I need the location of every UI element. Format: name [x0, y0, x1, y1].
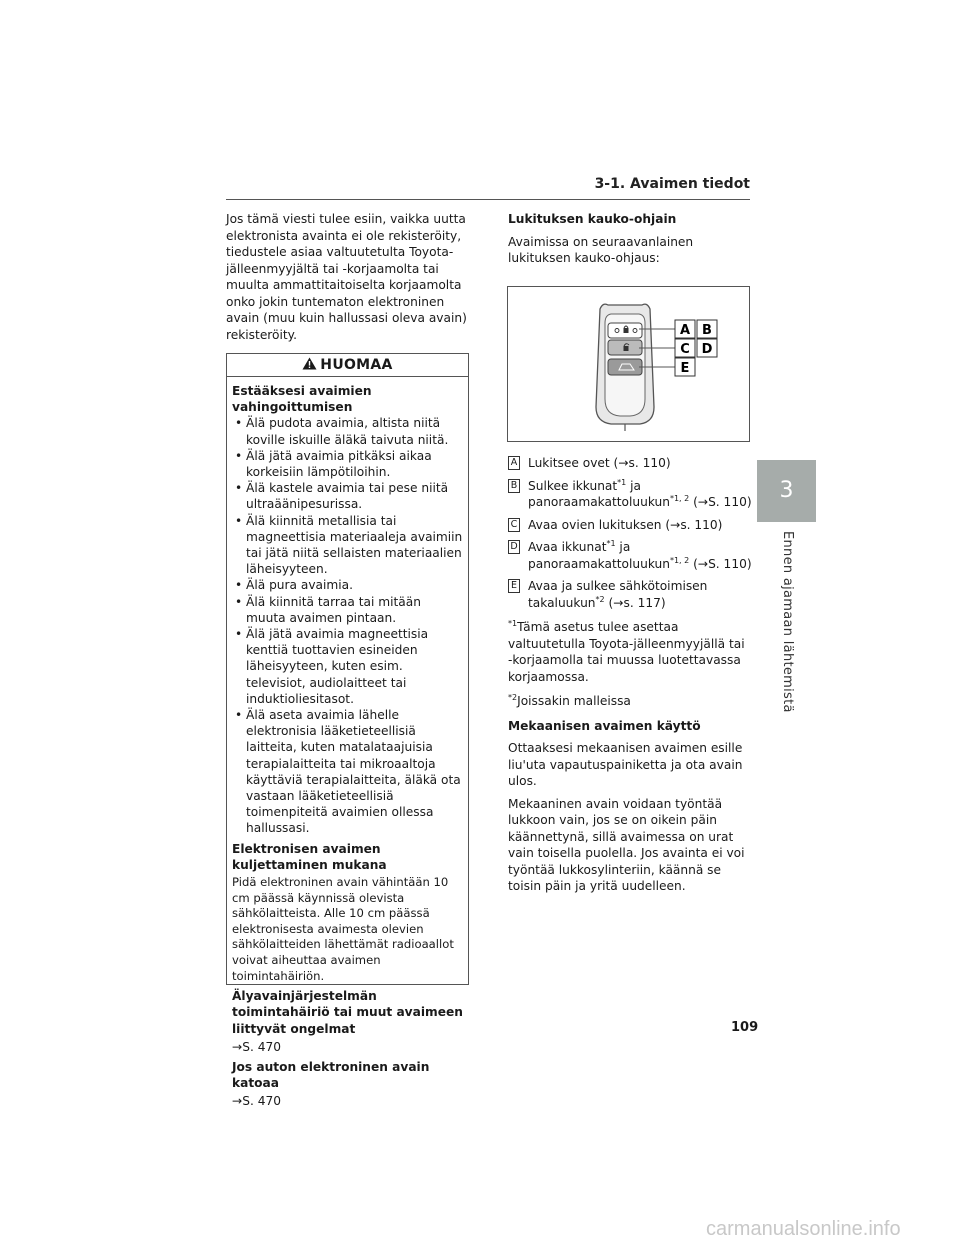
notice-bullet: • Älä kiinnitä metallisia tai magneettisia materiaaleja avaimiin tai jätä niitä sellaisten materiaalien läheisyyteen.	[232, 513, 464, 578]
figure-label-b-text: B	[702, 323, 712, 338]
legend-text-b-pre: Sulkee ikkunat	[528, 478, 618, 493]
figure-label-b	[697, 320, 717, 338]
right-column-lower	[508, 455, 752, 901]
legend-item-c	[508, 517, 752, 534]
footnote-ref: *1	[606, 538, 616, 548]
legend-text-d-mid: ja panoraamakattoluukun	[528, 540, 670, 571]
warning-icon	[302, 357, 317, 374]
legend-badge-b: B	[508, 479, 520, 493]
legend-item-d	[508, 539, 752, 572]
notice-body	[227, 377, 468, 1110]
notice-carrying-text: Pidä elektroninen avain vähintään 10 cm päässä käynnissä olevista sähkölaitteista. Alle 10 cm päässä elektronisesta avaimesta olevien sähkölaitteiden lähettämät radioaallot voivat aiheuttaa avaimen toimintahäiriön.	[232, 875, 454, 983]
notice-ref-lost[interactable]: →S. 470	[232, 1094, 281, 1109]
chapter-tab-label: Ennen ajamaan lähtemistä	[780, 531, 795, 713]
notice-bullet: • Älä kiinnitä tarraa tai mitään muuta avaimen pintaan.	[232, 594, 464, 626]
footnote-1	[508, 619, 752, 685]
notice-bullet: • Älä jätä avaimia pitkäksi aikaa korkeisiin lämpötiloihin.	[232, 448, 464, 480]
footnote-1-text: Tämä asetus tulee asettaa valtuutetulla Toyota-jälleenmyyjällä tai -korjaamolla tai muussa luotettavassa korjaamossa.	[508, 620, 745, 684]
figure-label-c-text: C	[680, 342, 690, 357]
legend-badge-d: D	[508, 540, 520, 554]
notice-bullet: • Älä aseta avaimia lähelle elektronisia lääketieteellisiä laitteita, kuten matalataajuisia terapialaitteita tai mikroaaltoja käyttäviä terapialaitteita, äläkä ota vastaan lääketieteellisiä toimenpiteitä avaimien ollessa hallussasi.	[232, 707, 464, 837]
notice-heading-damage: Estääksesi avaimien vahingoittumisen	[232, 384, 372, 415]
remote-heading: Lukituksen kauko-ohjain	[508, 212, 677, 226]
figure-label-e	[675, 358, 695, 376]
intro-paragraph: Jos tämä viesti tulee esiin, vaikka uutta elektronista avainta ei ole rekisteröity, tiedustele asiaa valtuutetulta Toyota-jälleenmyyjältä tai -korjaamolta tai muulta ammattitaitoiselta korjaamolta onko jokin tuntematon elektroninen avain (muu kuin hallussasi oleva avain) rekisteröity.	[226, 212, 467, 342]
notice-heading-lost: Jos auton elektroninen avain katoaa	[232, 1060, 430, 1091]
notice-bullet: • Älä jätä avaimia magneettisia kenttiä tuottavien esineiden läheisyyteen, kuten esim. televisiot, audiolaitteet tai induktioliesitasot.	[232, 626, 464, 707]
section-title: 3-1. Avaimen tiedot	[594, 176, 750, 192]
footnote-2-text: Joissakin malleissa	[517, 694, 631, 708]
remote-intro: Avaimissa on seuraavanlainen lukituksen kauko-ohjaus:	[508, 234, 694, 265]
page-number: 109	[731, 1020, 759, 1035]
notice-bullet: • Älä pura avaimia.	[232, 577, 464, 593]
legend-item-e	[508, 578, 752, 611]
notice-ref-malfunction[interactable]: →S. 470	[232, 1039, 281, 1054]
footnote-mark: *2	[508, 692, 518, 702]
legend-text-e-mid: (→s. 117)	[604, 595, 666, 610]
key-figure	[507, 286, 750, 442]
mechanical-key-heading: Mekaanisen avaimen käyttö	[508, 718, 701, 733]
footnote-mark: *1	[508, 618, 518, 628]
footnote-ref: *1, 2	[669, 493, 690, 503]
notice-heading-malfunction: Älyavainjärjestelmän toimintahäiriö tai muut avaimeen liittyvät ongelmat	[232, 989, 463, 1036]
figure-label-a-text: A	[679, 323, 691, 338]
header-rule	[226, 199, 750, 200]
figure-label-d	[697, 339, 717, 357]
footnote-ref: *1	[617, 477, 627, 487]
figure-label-d-text: D	[701, 342, 713, 357]
legend-item-a	[508, 455, 752, 472]
legend-badge-c: C	[508, 518, 520, 532]
chapter-tab[interactable]: 3	[757, 460, 816, 522]
legend-text-b-post: (→S. 110)	[689, 495, 752, 509]
notice-header	[227, 354, 468, 377]
footnote-ref: *2	[595, 594, 605, 604]
figure-label-e-text: E	[680, 361, 690, 376]
watermark: carmanualsonline.info	[706, 1218, 901, 1240]
mechanical-key-paragraph-1: Ottaaksesi mekaanisen avaimen esille liu'uta vapautuspainiketta ja ota avain ulos.	[508, 741, 743, 788]
left-column	[226, 211, 469, 349]
figure-label-c	[675, 339, 695, 357]
right-column	[508, 211, 752, 273]
legend-text-e-pre: Avaa ja sulkee sähkötoimisen takaluukun	[528, 579, 708, 610]
figure-label-a	[675, 320, 695, 338]
legend-text-d-post: (→S. 110)	[689, 556, 752, 571]
legend-text-a: Lukitsee ovet (→s. 110)	[528, 456, 671, 470]
notice-box	[226, 353, 469, 1109]
notice-heading-carrying: Elektronisen avaimen kuljettaminen mukana	[232, 841, 387, 872]
legend-badge-e: E	[508, 579, 520, 593]
notice-bullet: • Älä kastele avaimia tai pese niitä ultraäänipesurissa.	[232, 480, 464, 512]
legend-text-c: Avaa ovien lukituksen (→s. 110)	[528, 517, 723, 532]
footnote-ref: *1, 2	[669, 555, 690, 565]
footnote-2	[508, 693, 752, 710]
legend-text-b-mid: ja panoraamakattoluukun	[528, 478, 670, 509]
legend-item-b	[508, 478, 752, 511]
notice-bullet: • Älä pudota avaimia, altista niitä koville iskuille äläkä taivuta niitä.	[232, 415, 464, 447]
notice-title: HUOMAA	[320, 357, 393, 373]
smart-key-illustration	[508, 287, 749, 441]
legend-text-d-pre: Avaa ikkunat	[528, 540, 607, 554]
notice-bullet-list	[232, 415, 464, 836]
legend-badge-a: A	[508, 456, 520, 470]
mechanical-key-paragraph-2: Mekaaninen avain voidaan työntää lukkoon vain, jos se on oikein päin käännettynä, sillä avaimessa on urat vain toisella puolella. Jos avainta ei voi työntää lukkosylinteriin, käännä se toisin päin ja yritä uudelleen.	[508, 796, 745, 893]
